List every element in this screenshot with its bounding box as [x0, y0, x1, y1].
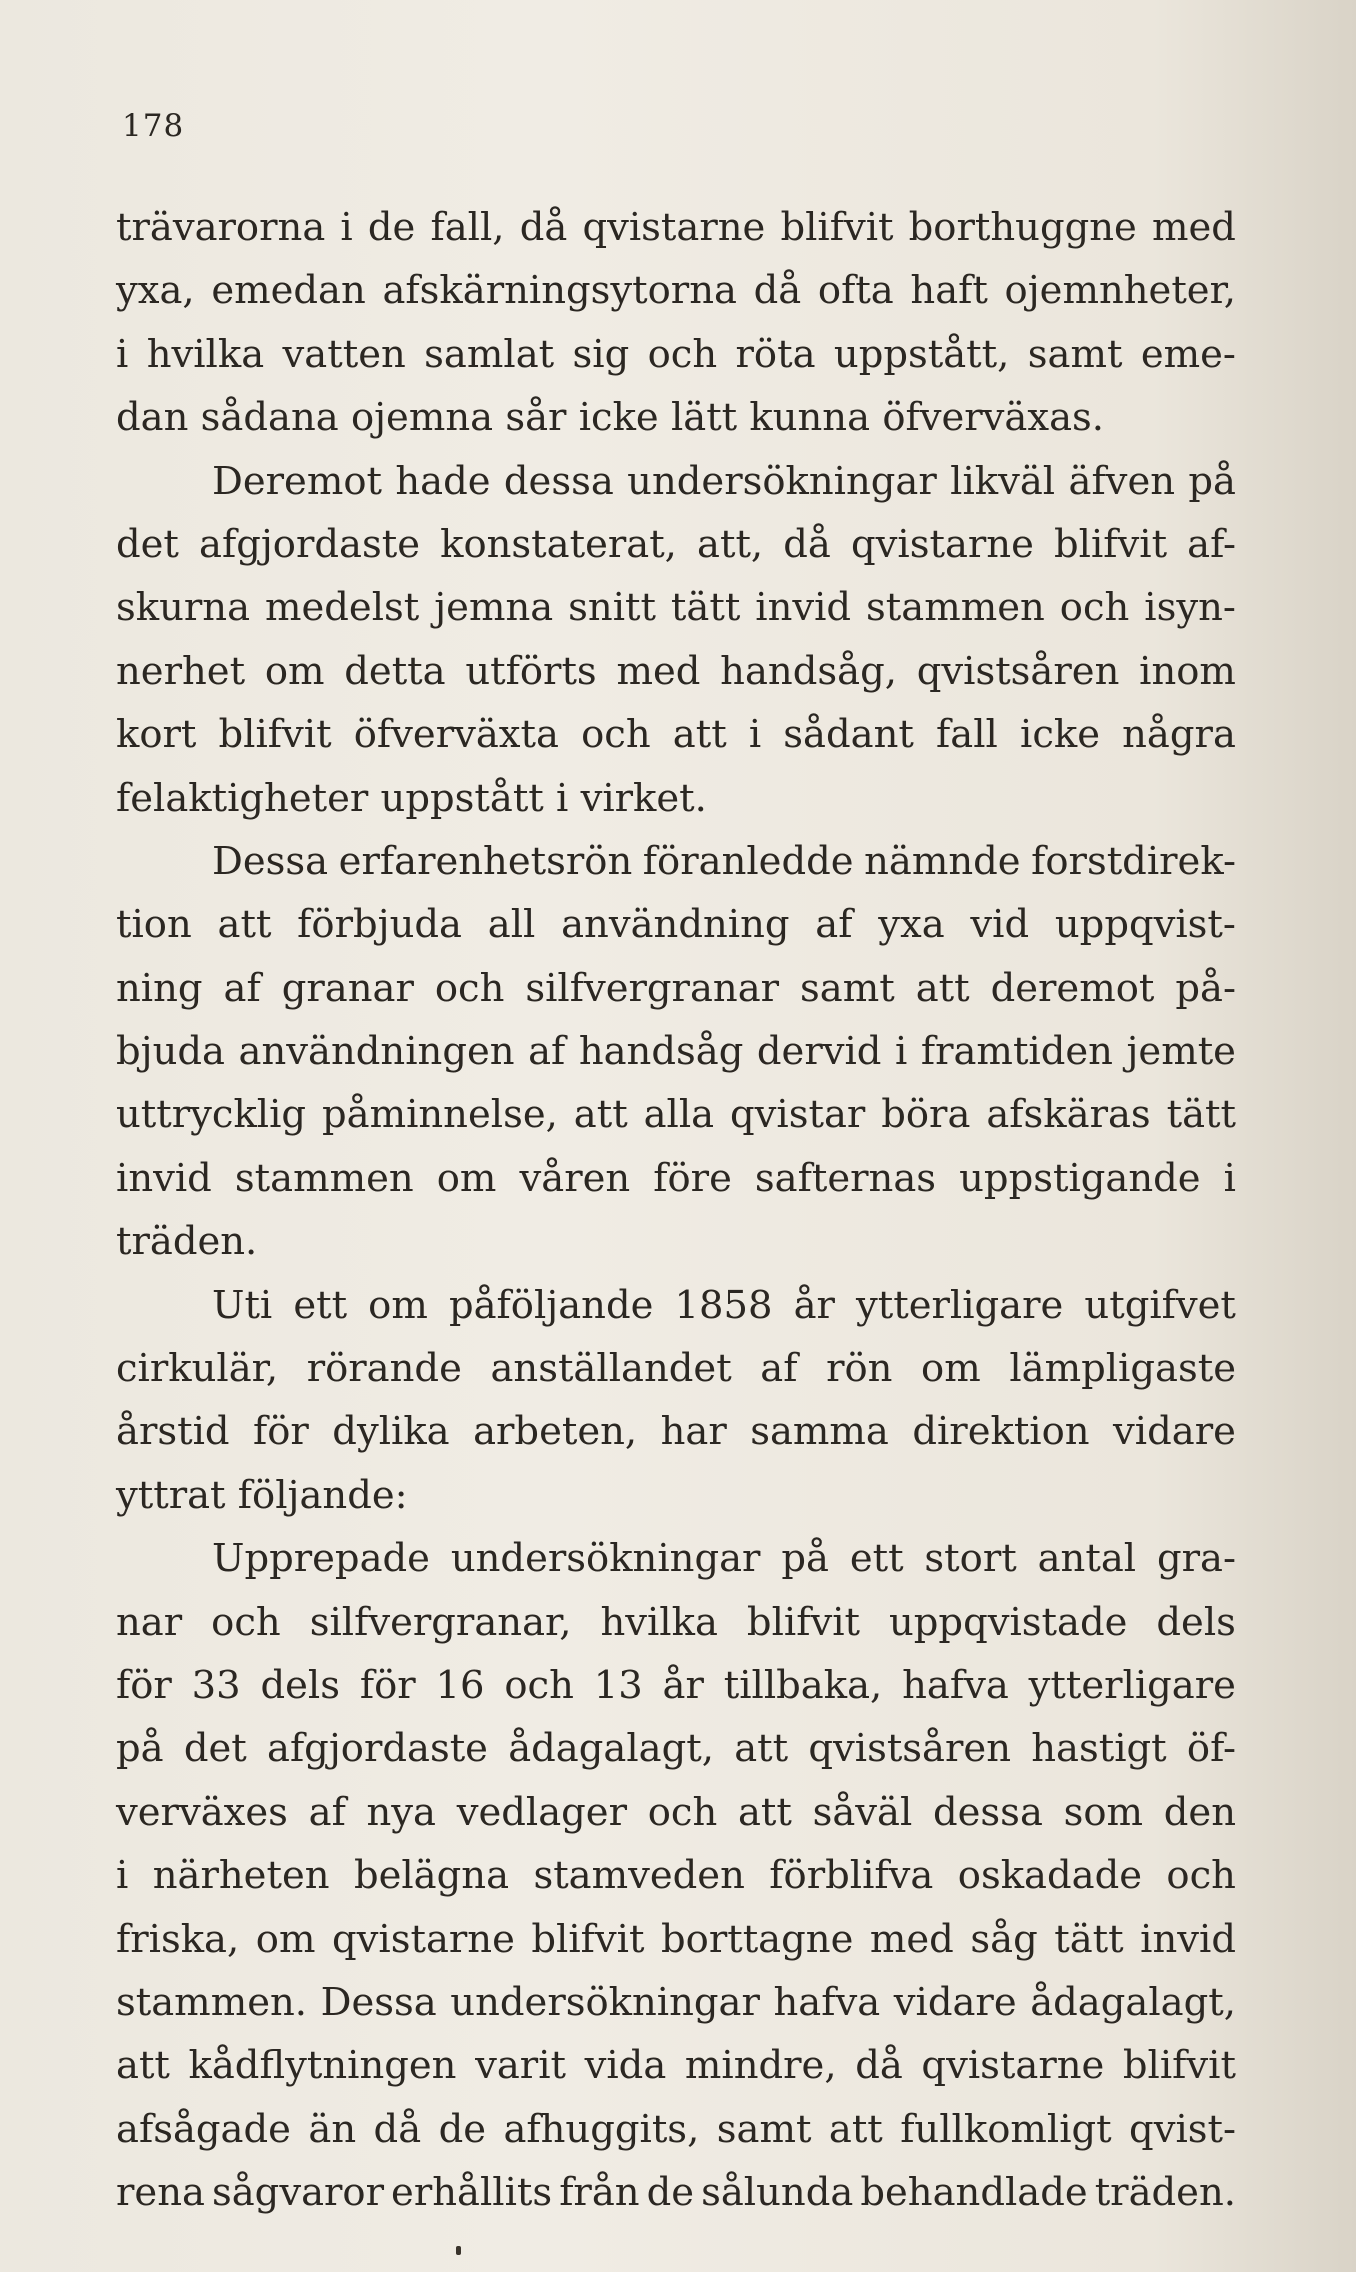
word: medelst	[265, 585, 420, 631]
word: kådflytningen	[188, 2043, 457, 2089]
text-line	[116, 1591, 1236, 1654]
word: snitt	[568, 585, 656, 631]
word: föranledde	[642, 838, 854, 884]
word: arbeten,	[473, 1409, 638, 1455]
word: qvistarne	[332, 1916, 515, 1962]
word: och	[647, 331, 718, 377]
word: sålunda	[701, 2170, 854, 2216]
word: tillbaka,	[723, 1662, 883, 1708]
word: de	[438, 2106, 487, 2152]
word: har	[660, 1409, 727, 1455]
word: lätt	[670, 395, 750, 441]
word: och	[1059, 585, 1130, 631]
word: då	[783, 521, 831, 567]
word: mindre,	[684, 2043, 837, 2089]
word: Dessa	[212, 838, 329, 884]
word: af-	[1187, 521, 1236, 567]
word: skurna	[116, 585, 251, 631]
text-line	[116, 1274, 1236, 1337]
word: safternas	[754, 1155, 937, 1201]
word: emedan	[211, 268, 366, 314]
word: då	[519, 205, 568, 250]
word: af	[308, 1789, 346, 1835]
text-line	[116, 1781, 1236, 1844]
word: år	[662, 1662, 704, 1708]
word: påföljande	[448, 1282, 654, 1328]
text-line	[116, 450, 1236, 513]
word: ytterligare	[1028, 1662, 1236, 1708]
word: antal	[1037, 1536, 1137, 1582]
text-line	[116, 1527, 1236, 1590]
word: trävarorna	[116, 205, 326, 250]
word: isyn-	[1144, 585, 1236, 631]
word: för	[253, 1409, 309, 1455]
text-line	[116, 1464, 1236, 1527]
word: utförts	[465, 648, 597, 694]
word: såg	[970, 1916, 1038, 1962]
word: Upprepade	[212, 1536, 430, 1582]
ink-speck	[456, 2246, 461, 2255]
word: och	[211, 1599, 281, 1645]
text-line	[116, 1020, 1236, 1083]
word: blifvit	[1053, 521, 1168, 567]
word: handsåg	[578, 1029, 744, 1075]
word: om	[921, 1346, 981, 1392]
word: nar	[116, 1599, 183, 1645]
word: afsågade	[116, 2106, 291, 2152]
word: rena	[116, 2170, 205, 2216]
word: inom	[1139, 648, 1236, 694]
text-line	[116, 196, 1236, 259]
word: invid	[116, 1155, 212, 1201]
text-line	[116, 2098, 1236, 2161]
word: hafva	[902, 1662, 1009, 1708]
word: uppstigande	[959, 1155, 1201, 1201]
word: sågvaror	[211, 2170, 385, 2216]
word: i	[116, 331, 129, 377]
word: ning	[116, 965, 203, 1011]
word: träden.	[116, 1219, 258, 1265]
text-line	[116, 640, 1236, 703]
text-line	[116, 576, 1236, 639]
word: ådagalagt,	[1030, 1979, 1236, 2025]
word: att	[734, 1726, 789, 1772]
word: de	[367, 205, 416, 250]
word: forstdirek-	[1031, 838, 1236, 884]
word: erfarenhetsrön	[338, 838, 633, 884]
word: likväl	[950, 458, 1056, 504]
word: 1858	[674, 1282, 773, 1328]
word: afskäras	[986, 1092, 1151, 1138]
word: dels	[260, 1662, 341, 1708]
word: blifvit	[780, 205, 894, 250]
word: då	[373, 2106, 422, 2152]
word: borttagne	[661, 1916, 854, 1962]
word: om	[264, 648, 325, 694]
text-line	[116, 893, 1236, 956]
word: blifvit	[746, 1599, 860, 1645]
word: lämpligaste	[1009, 1346, 1236, 1392]
word: felaktigheter	[116, 775, 381, 821]
word: af	[815, 902, 853, 948]
word: att	[573, 1092, 628, 1138]
word: användningen	[238, 1029, 515, 1075]
word: nya	[366, 1789, 437, 1835]
word: då	[855, 2043, 903, 2089]
word: blifvit	[218, 712, 332, 758]
text-line	[116, 1844, 1236, 1907]
word: 13	[593, 1662, 643, 1708]
word: dels	[1156, 1599, 1236, 1645]
word: konstaterat,	[440, 521, 677, 567]
word: rörande	[306, 1346, 462, 1392]
word: af	[760, 1346, 798, 1392]
text-line	[116, 386, 1236, 449]
word: tätt	[670, 585, 741, 631]
body-text	[116, 196, 1236, 2225]
text-line	[116, 703, 1236, 766]
word: förbjuda	[297, 902, 462, 948]
word: för	[116, 1662, 172, 1708]
word: silfvergranar	[525, 965, 780, 1011]
word: icke	[1020, 712, 1100, 758]
word: ytterligare	[856, 1282, 1064, 1328]
word: af	[223, 965, 261, 1011]
word: för	[359, 1662, 416, 1708]
text-line	[116, 1147, 1236, 1210]
word: stammen	[866, 585, 1045, 631]
word: före	[653, 1155, 732, 1201]
word: som	[1063, 1789, 1144, 1835]
word: yttrat	[116, 1472, 238, 1518]
word: i	[556, 775, 581, 821]
text-line	[116, 1908, 1236, 1971]
word: direktion	[912, 1409, 1090, 1455]
word: om	[255, 1916, 316, 1962]
word: på-	[1175, 965, 1236, 1011]
word: öfverväxas.	[882, 395, 1105, 441]
word: samt	[716, 2106, 812, 2152]
word: Deremot	[212, 458, 382, 504]
word: blifvit	[1122, 2043, 1236, 2089]
word: tätt	[1166, 1092, 1236, 1138]
word: i	[116, 1853, 129, 1899]
word: och	[504, 1662, 574, 1708]
word: icke	[578, 395, 671, 441]
word: alla	[643, 1092, 715, 1138]
text-line	[116, 767, 1236, 830]
word: tion	[116, 902, 192, 948]
word: fall	[936, 712, 998, 758]
word: röta	[735, 331, 816, 377]
word: hvilka	[146, 331, 265, 377]
word: vedlager	[456, 1789, 627, 1835]
word: virket.	[580, 775, 707, 821]
text-line	[116, 323, 1236, 386]
word: sådant	[783, 712, 914, 758]
word: våren	[519, 1155, 631, 1201]
word: qvistsåren	[808, 1726, 1011, 1772]
word: Uti	[212, 1282, 273, 1328]
word: handsåg,	[720, 648, 897, 694]
word: såväl	[812, 1789, 913, 1835]
word: yxa,	[116, 268, 195, 314]
word: än	[308, 2106, 357, 2152]
word: ett	[849, 1536, 904, 1582]
word: undersökningar	[450, 1536, 761, 1582]
word: ådagalagt,	[508, 1726, 714, 1772]
word: invid	[1140, 1916, 1236, 1962]
word: afgjordaste	[266, 1726, 488, 1772]
word: öf-	[1186, 1726, 1236, 1772]
word: nämnde	[864, 838, 1021, 884]
word: yxa	[878, 902, 945, 948]
word: med	[869, 1916, 954, 1962]
word: på	[116, 1726, 164, 1772]
text-line	[116, 259, 1236, 322]
word: vida	[584, 2043, 667, 2089]
word: det	[183, 1726, 247, 1772]
word: att	[116, 2043, 170, 2089]
word: af	[528, 1029, 566, 1075]
word: oskadade	[957, 1853, 1143, 1899]
word: uttrycklig	[116, 1092, 307, 1138]
word: erhållits	[391, 2170, 553, 2216]
text-line	[116, 1400, 1236, 1463]
word: med	[616, 648, 701, 694]
word: sig	[572, 331, 630, 377]
word: borthuggne	[908, 205, 1137, 250]
word: stort	[924, 1536, 1017, 1582]
word: och	[581, 712, 651, 758]
word: silfvergranar,	[309, 1599, 572, 1645]
word: förblifva	[769, 1853, 934, 1899]
word: dan	[116, 395, 201, 441]
word: hafva	[773, 1979, 881, 2025]
word: några	[1122, 712, 1236, 758]
word: på	[781, 1536, 829, 1582]
word: träden.	[1094, 2170, 1236, 2216]
word: ojemna	[350, 395, 506, 441]
word: vatten	[282, 331, 406, 377]
word: undersökningar	[450, 1979, 760, 2025]
word: detta	[344, 648, 446, 694]
text-line	[116, 513, 1236, 576]
word: invid	[755, 585, 852, 631]
word: närheten	[152, 1853, 330, 1899]
text-line	[116, 1654, 1236, 1717]
word: Dessa	[320, 1979, 437, 2025]
word: uppstått	[380, 775, 556, 821]
word: då	[753, 268, 802, 314]
text-line	[116, 830, 1236, 893]
word: qvistarne	[582, 205, 766, 250]
word: afhuggits,	[503, 2106, 700, 2152]
word: ett	[293, 1282, 348, 1328]
word: qvistsåren	[916, 648, 1120, 694]
word: och	[434, 965, 505, 1011]
word: samt	[800, 965, 895, 1011]
word: och	[647, 1789, 718, 1835]
word: deremot	[990, 965, 1155, 1011]
word: all	[487, 902, 536, 948]
word: med	[1151, 205, 1236, 250]
word: hade	[395, 458, 491, 504]
word: ojemnheter,	[1004, 268, 1236, 314]
word: 33	[191, 1662, 241, 1708]
word: stammen.	[116, 1979, 308, 2025]
word: hvilka	[600, 1599, 718, 1645]
word: om	[368, 1282, 428, 1328]
word: samma	[750, 1409, 889, 1455]
word: afgjordaste	[199, 521, 420, 567]
word: hastigt	[1031, 1726, 1167, 1772]
word: fullkomligt	[900, 2106, 1112, 2152]
word: friska,	[116, 1916, 240, 1962]
word: böra	[881, 1092, 971, 1138]
word: ofta	[817, 268, 894, 314]
page-number: 178	[122, 108, 185, 144]
word: stamveden	[533, 1853, 745, 1899]
word: utgifvet	[1084, 1282, 1236, 1328]
word: jemna	[434, 585, 554, 631]
word: blifvit	[531, 1916, 645, 1962]
word: att,	[697, 521, 764, 567]
word: eme-	[1140, 331, 1236, 377]
word: uppqvistade	[888, 1599, 1128, 1645]
text-line	[116, 1210, 1236, 1273]
word: granar	[281, 965, 414, 1011]
text-line	[116, 1971, 1236, 2034]
word: cirkulär,	[116, 1346, 279, 1392]
word: qvistarne	[921, 2043, 1105, 2089]
word: dervid	[756, 1029, 882, 1075]
word: den	[1163, 1789, 1236, 1835]
word: att	[672, 712, 727, 758]
word: dessa	[503, 458, 614, 504]
word: kunna	[749, 395, 883, 441]
word: verväxes	[116, 1789, 288, 1835]
text-line	[116, 2161, 1236, 2224]
word: kort	[116, 712, 197, 758]
word: tätt	[1054, 1916, 1124, 1962]
word: år	[793, 1282, 835, 1328]
word: samt	[1027, 331, 1123, 377]
word: 16	[435, 1662, 485, 1708]
word: afskärningsytorna	[382, 268, 737, 314]
word: dessa	[933, 1789, 1043, 1835]
word: samlat	[424, 331, 555, 377]
word: att	[828, 2106, 883, 2152]
word: haft	[910, 268, 988, 314]
word: i	[894, 1029, 908, 1075]
word: stammen	[234, 1155, 414, 1201]
word: i	[748, 712, 762, 758]
word: framtiden	[920, 1029, 1113, 1075]
word: påminnelse,	[321, 1092, 558, 1138]
word: nerhet	[116, 648, 246, 694]
word: gra-	[1156, 1536, 1236, 1582]
word: behandlade	[860, 2170, 1088, 2216]
text-line	[116, 2034, 1236, 2097]
word: bjuda	[116, 1029, 225, 1075]
word: på	[1188, 458, 1236, 504]
word: i	[340, 205, 353, 250]
word: sådana	[200, 395, 351, 441]
text-line	[116, 1083, 1236, 1146]
word: att	[737, 1789, 792, 1835]
word: följande:	[237, 1472, 408, 1518]
word: qvistarne	[851, 521, 1034, 567]
word: varit	[475, 2043, 566, 2089]
word: rön	[826, 1346, 893, 1392]
word: de	[646, 2170, 695, 2216]
word: qvistar	[730, 1092, 866, 1138]
word: det	[116, 521, 179, 567]
word: qvist-	[1129, 2106, 1236, 2152]
word: från	[559, 2170, 640, 2216]
word: fall,	[430, 205, 505, 250]
word: anställandet	[490, 1346, 732, 1392]
word: i	[1223, 1155, 1236, 1201]
word: årstid	[116, 1409, 230, 1455]
word: om	[436, 1155, 497, 1201]
word: vidare	[1113, 1409, 1236, 1455]
word: att	[915, 965, 970, 1011]
text-line	[116, 1717, 1236, 1780]
word: jemte	[1126, 1029, 1236, 1075]
word: undersökningar	[627, 458, 937, 504]
text-line	[116, 1337, 1236, 1400]
word: öfverväxta	[353, 712, 559, 758]
word: att	[217, 902, 272, 948]
word: belägna	[353, 1853, 510, 1899]
word: dylika	[332, 1409, 450, 1455]
text-line	[116, 957, 1236, 1020]
word: uppqvist-	[1054, 902, 1236, 948]
word: vid	[970, 902, 1030, 948]
word: uppstått,	[833, 331, 1010, 377]
word: äfven	[1068, 458, 1176, 504]
word: vidare	[893, 1979, 1017, 2025]
word: och	[1166, 1853, 1236, 1899]
word: sår	[505, 395, 579, 441]
word: användning	[561, 902, 790, 948]
